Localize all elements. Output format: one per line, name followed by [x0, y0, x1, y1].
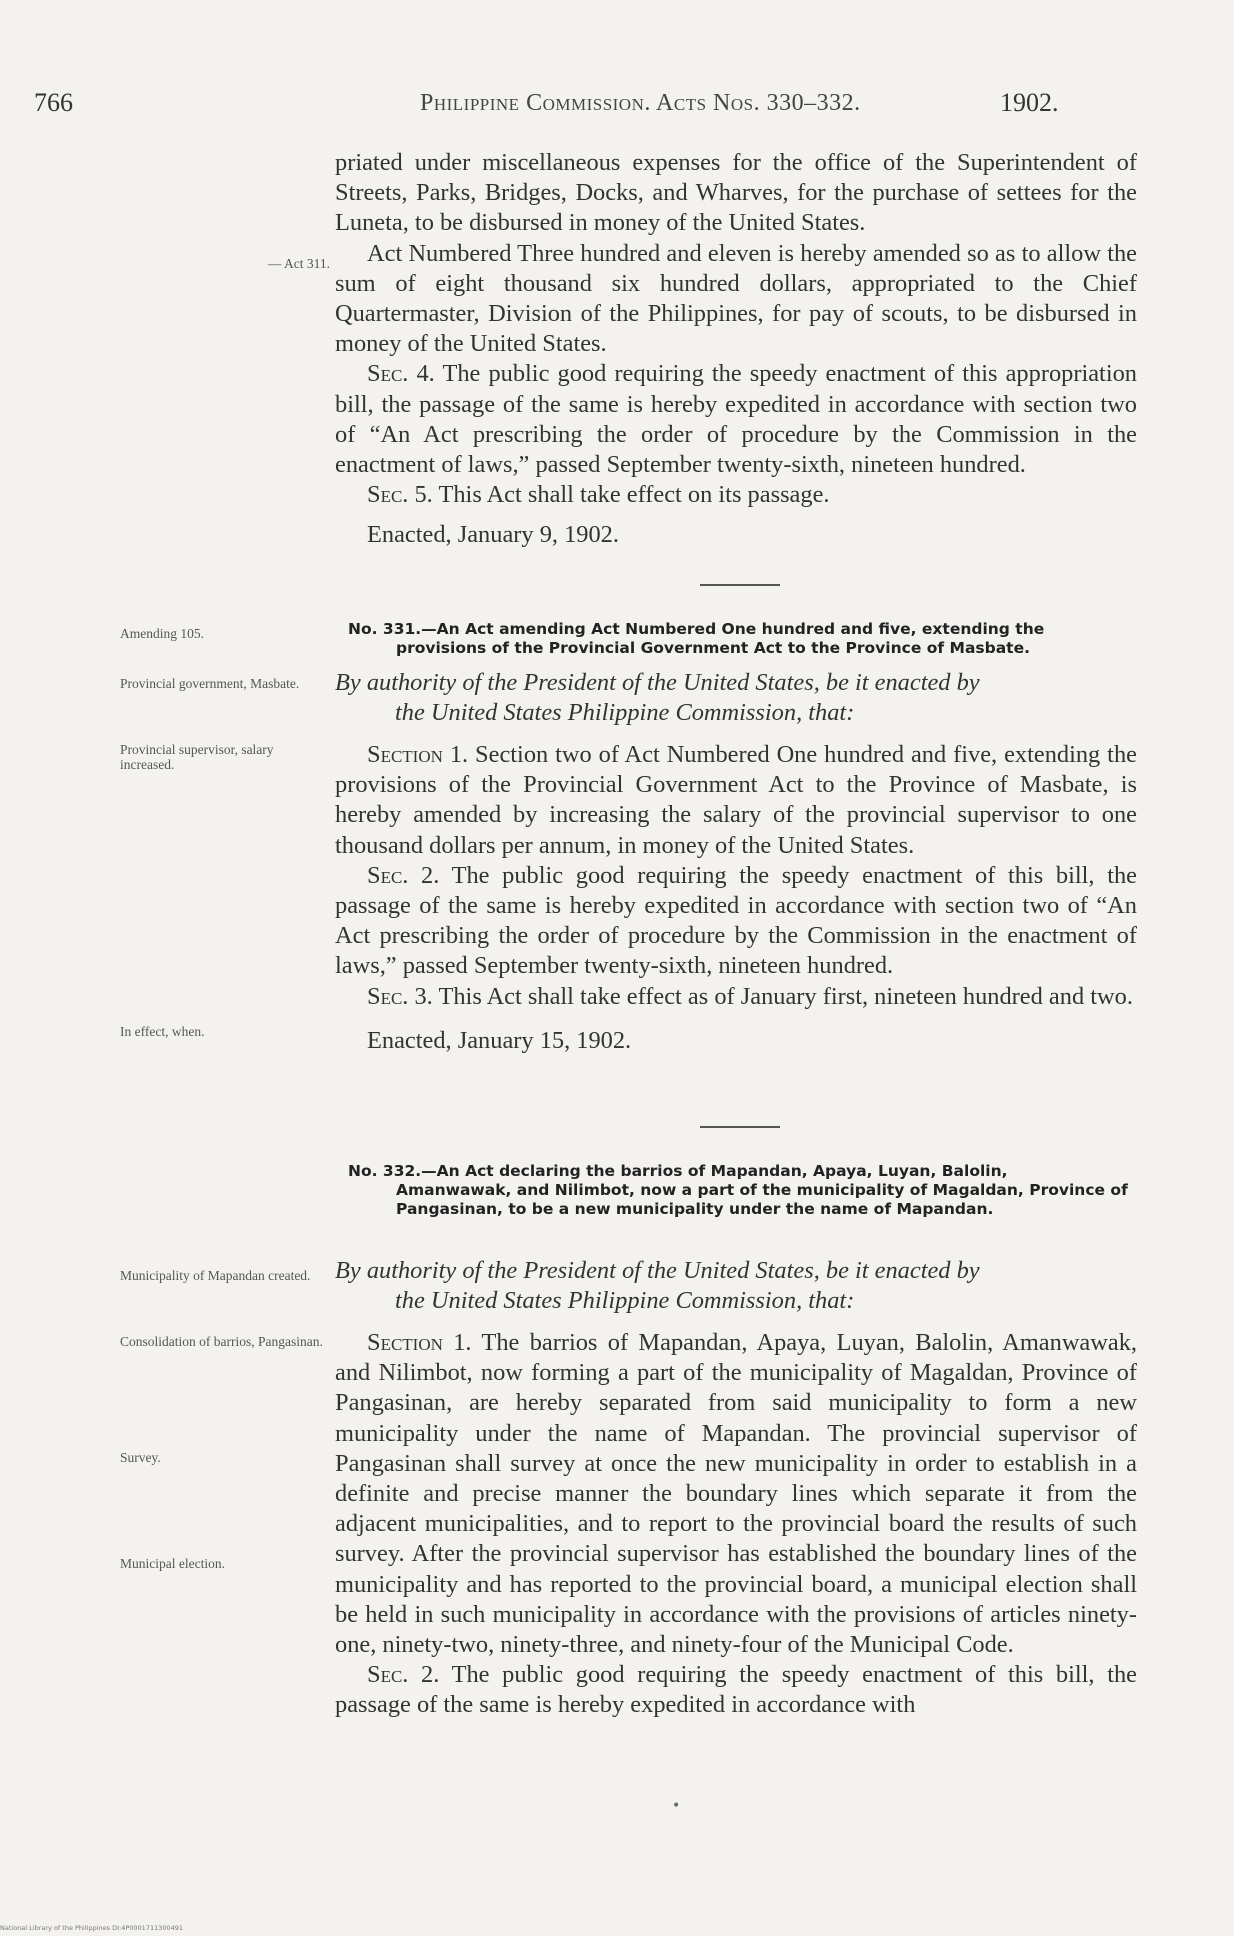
- act-330-continuation: [335, 148, 1137, 551]
- page-mark: •: [672, 1798, 681, 1814]
- margin-note-supervisor-salary: Provincial supervisor, salary increased.: [120, 742, 274, 772]
- act-330-section-4: [335, 359, 1137, 480]
- margin-note-municipality-created: Municipality of Mapandan created.: [120, 1268, 311, 1283]
- section-divider: [700, 1126, 780, 1128]
- margin-note-provincial-government: Provincial government, Masbate.: [120, 676, 300, 691]
- section-text: Section two of Act Numbered One hundred and five, extending the provisions of the Provincial Government Act to the Province of Masbate, is hereby amended by increasing the salary of the provincial supervisor to one thousand dollars per annum, in money of the United States.: [335, 741, 1137, 859]
- act-330-section-5: [335, 480, 1137, 510]
- margin-note-survey: Survey.: [120, 1450, 161, 1465]
- page-number: 766: [34, 88, 73, 117]
- section-label: Section 1.: [367, 741, 469, 768]
- act-332-enacting-clause: [335, 1256, 1137, 1316]
- section-label: Sec. 2.: [367, 861, 440, 889]
- running-title: Philippine Commission. Acts Nos. 330–332.: [420, 90, 861, 116]
- section-label: Sec. 3.: [367, 982, 433, 1010]
- act-331-title: [348, 620, 1138, 658]
- enacting-clause-line-1: By authority of the President of the United States, be it enacted by: [335, 669, 980, 696]
- act-331-title-line-2: provisions of the Provincial Government Act to the Province of Masbate.: [396, 639, 1030, 657]
- section-text: This Act shall take effect as of January first, nineteen hundred and two.: [438, 982, 1133, 1010]
- act-330-paragraph-2: Act Numbered Three hundred and eleven is hereby amended so as to allow the sum of eight thousand six hundred dollars, appropriated to the Chief Quartermaster, Division of the Philippines, for pay of scouts, to be disbursed in money of the United States.: [335, 239, 1137, 358]
- running-year: 1902.: [1000, 88, 1059, 117]
- section-text: The public good requiring the speedy enactment of this bill, the passage of the same is hereby expedited in accordance with section two of “An Act prescribing the order of procedure by the Commission in the enactment of laws,” passed September twenty-sixth, nineteen hundred.: [335, 861, 1137, 980]
- margin-note-municipal-election: Municipal election.: [120, 1556, 225, 1571]
- act-331-enacting-clause: [335, 668, 1137, 728]
- act-332-title-rest: Amanwawak, and Nilimbot, now a part of the municipality of Magaldan, Province of Pangasinan, to be a new municipality under the name of Mapandan.: [396, 1181, 1128, 1218]
- section-label: Sec. 5.: [367, 481, 433, 509]
- act-332-section-1: [335, 1328, 1137, 1660]
- scan-credit: National Library of the Philippines DI:4P0001711300491: [0, 1924, 184, 1932]
- section-text: The public good requiring the speedy enactment of this bill, the passage of the same is hereby expedited in accordance with: [335, 1661, 1137, 1719]
- act-331-section-3: [335, 982, 1137, 1012]
- enacting-clause-line-2: the United States Philippine Commission, that:: [395, 699, 855, 727]
- section-text: The public good requiring the speedy enactment of this appropriation bill, the passage of the same is hereby expedited in accordance with section two of “An Act prescribing the order of procedure by the Commission in the enactment of laws,” passed September twenty-sixth, nineteen hundred.: [335, 360, 1137, 479]
- act-331-title-line-1: No. 331.—An Act amending Act Numbered One hundred and five, extending the: [348, 620, 1045, 638]
- margin-note-amending: Amending 105.: [120, 626, 204, 641]
- section-divider: [700, 584, 780, 586]
- act-331-section-1: [335, 740, 1137, 861]
- section-text: The barrios of Mapandan, Apaya, Luyan, Balolin, Amanwawak, and Nilimbot, now forming a part of the municipality of Magaldan, Province of Pangasinan, are hereby separated from said municipality to form a new municipality under the name of Mapandan. The provincial supervisor of Pangasinan shall survey at once the new municipality in order to establish in a definite and precise manner the boundary lines which separate it from the adjacent municipalities, and to report to the provincial board the results of such survey. After the provincial supervisor has established the boundary lines of the municipality and has reported to the provincial board, a municipal election shall be held in such municipality in accordance with the provisions of articles ninety-one, ninety-two, ninety-three, and ninety-four of the Municipal Code.: [335, 1329, 1137, 1659]
- enacting-clause-line-2: the United States Philippine Commission, that:: [395, 1287, 855, 1315]
- act-332-title-line-1: No. 332.—An Act declaring the barrios of Mapandan, Apaya, Luyan, Balolin,: [348, 1162, 1008, 1180]
- section-label: Section 1.: [367, 1329, 472, 1356]
- section-label: Sec. 2.: [367, 1661, 440, 1689]
- act-332-title: [348, 1162, 1138, 1219]
- act-332-sections: [335, 1328, 1137, 1721]
- margin-note-in-effect: In effect, when.: [120, 1024, 205, 1039]
- section-text: This Act shall take effect on its passage.: [438, 481, 830, 509]
- act-331-section-2: [335, 861, 1137, 982]
- margin-note-act-311: — Act 311.: [267, 256, 330, 271]
- margin-note-consolidation: Consolidation of barrios, Pangasinan.: [120, 1334, 323, 1349]
- section-label: Sec. 4.: [367, 360, 435, 388]
- enacting-clause-line-1: By authority of the President of the United States, be it enacted by: [335, 1257, 980, 1284]
- act-331-enacted-date: Enacted, January 15, 1902.: [367, 1026, 632, 1054]
- act-330-paragraph-1: priated under miscellaneous expenses for the office of the Superintendent of Streets, Parks, Bridges, Docks, and Wharves, for the purchase of settees for the Luneta, to be disbursed in money of the United States.: [335, 149, 1137, 237]
- act-331-sections: [335, 740, 1137, 1056]
- act-332-section-2: [335, 1660, 1137, 1720]
- act-330-enacted-date: Enacted, January 9, 1902.: [367, 521, 619, 549]
- running-header: [0, 88, 1234, 128]
